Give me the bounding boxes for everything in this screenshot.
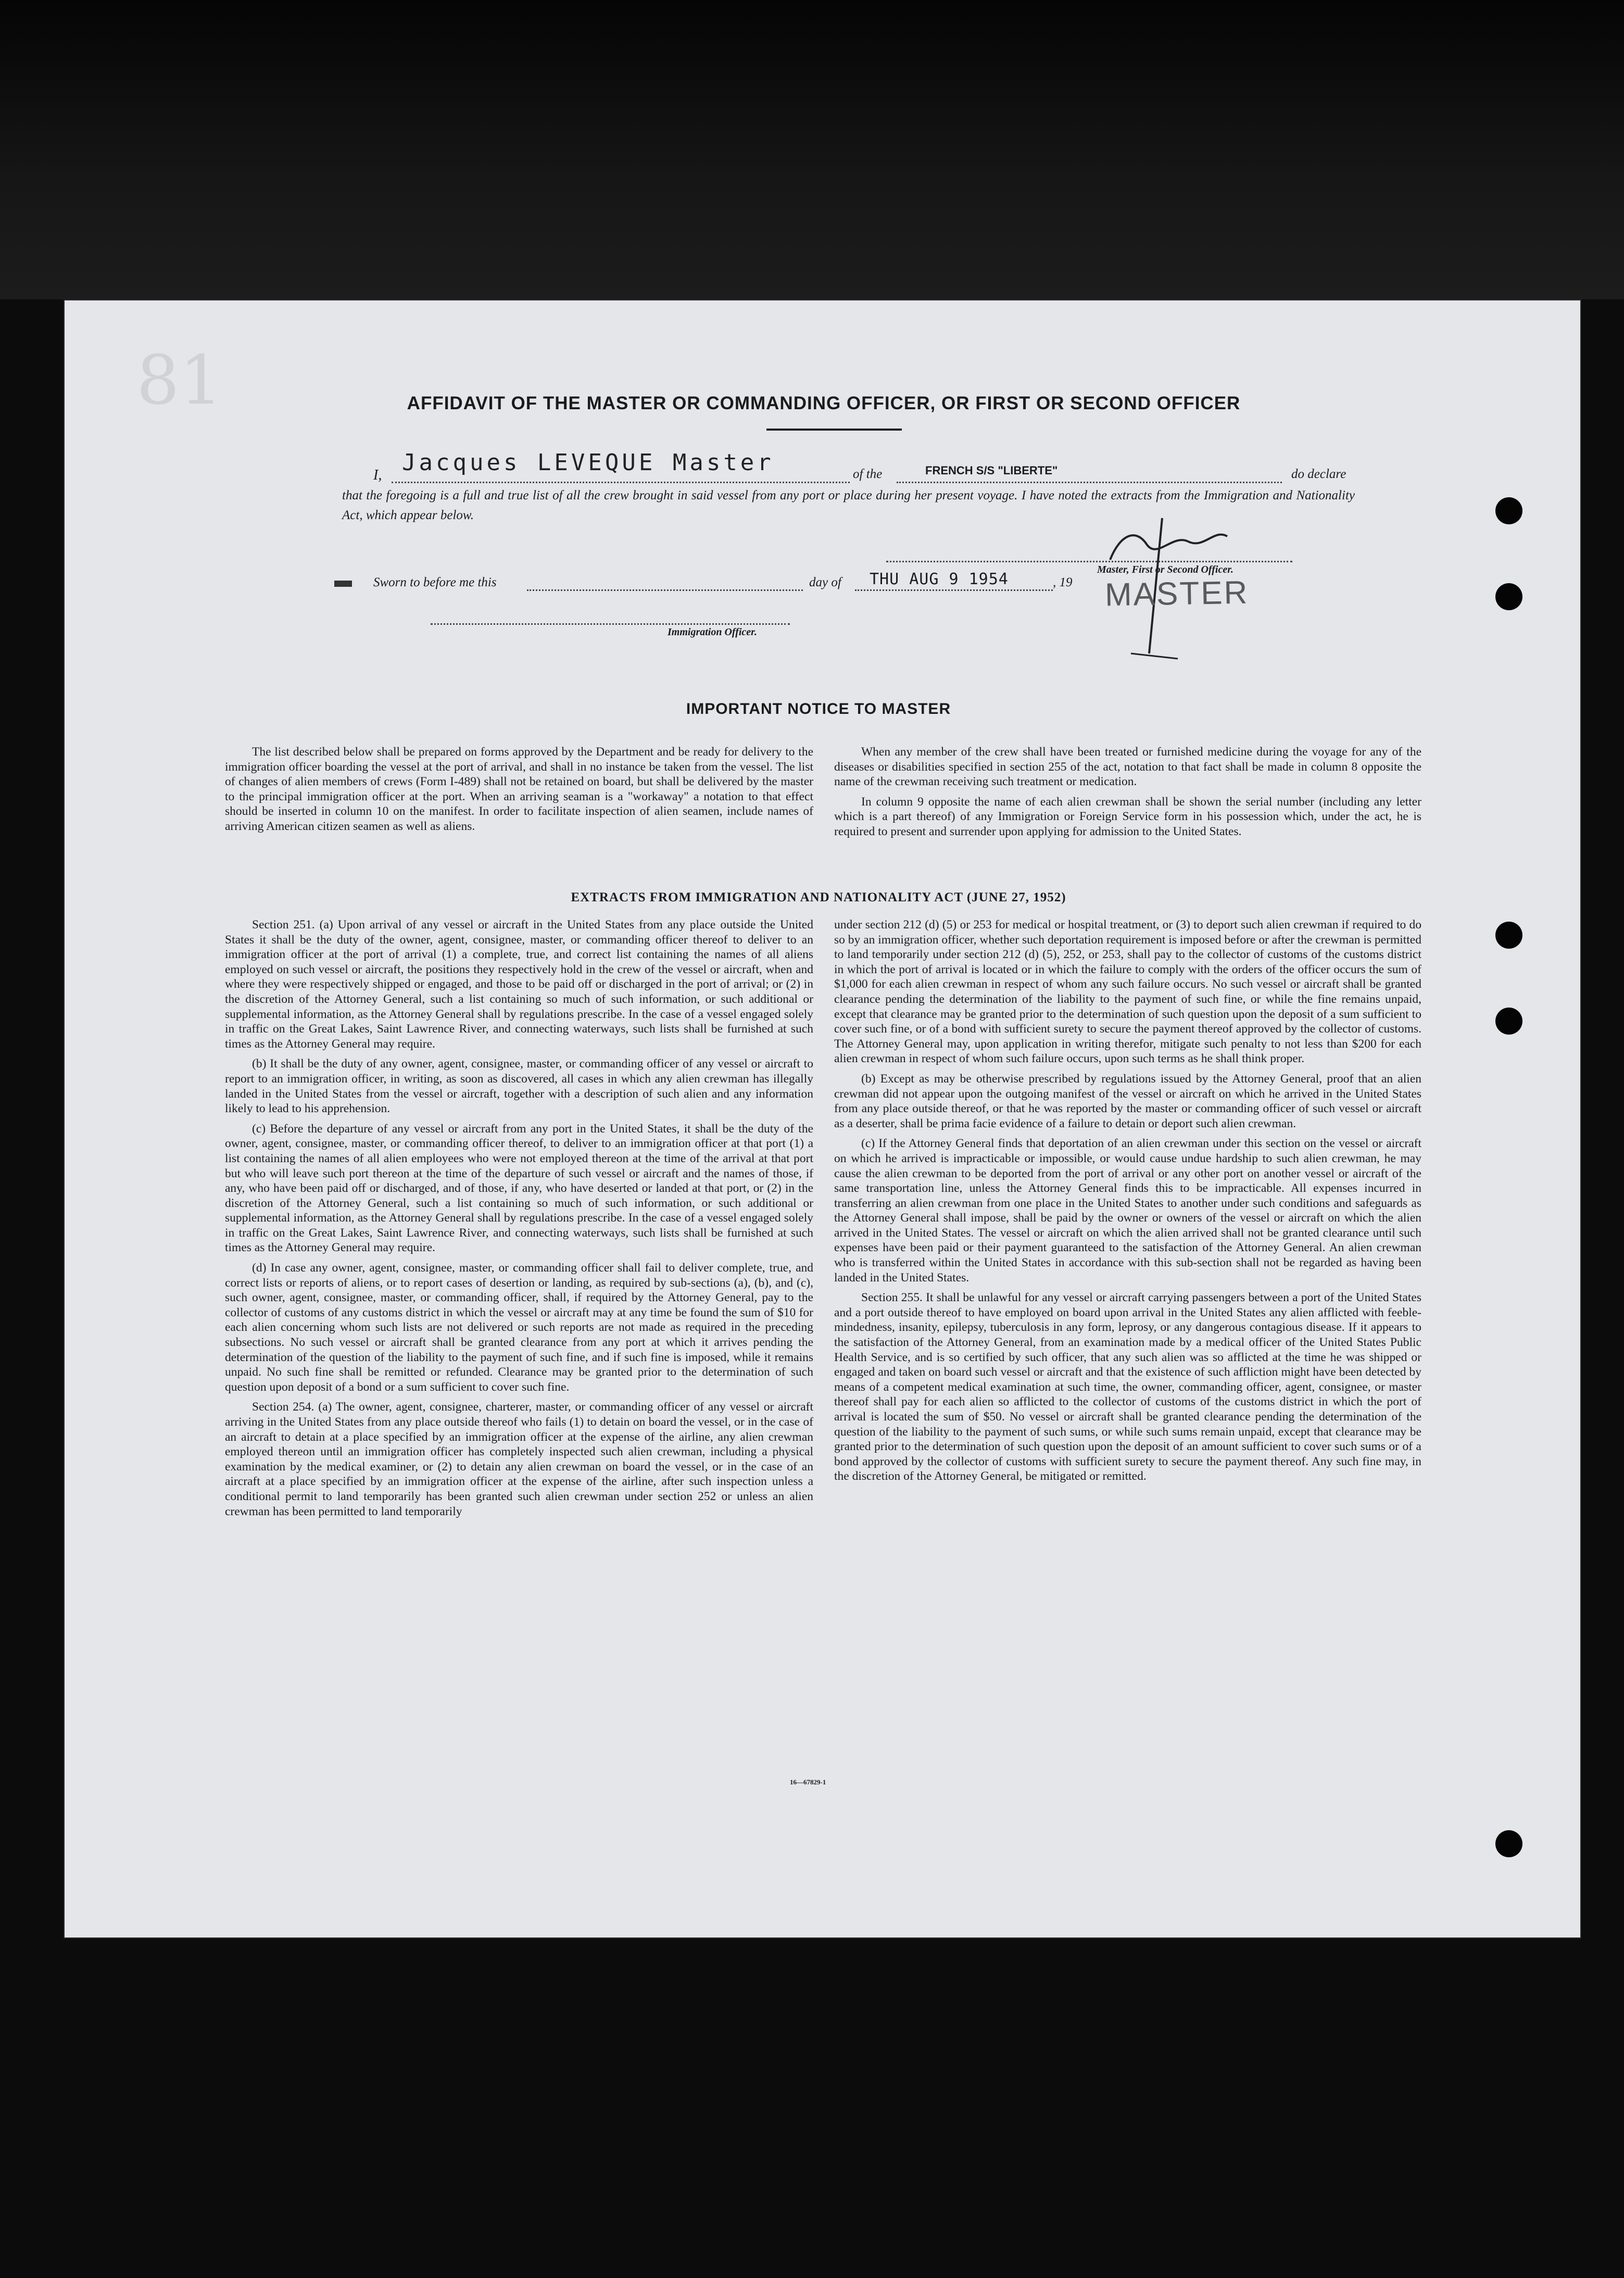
punch-hole (1495, 1830, 1522, 1857)
extract-paragraph: Section 255. It shall be unlawful for any vessel or aircraft carrying passengers between a port of the United States and a port outside thereof to have employed on board upon arrival in the United States any alien afflicted with feeble-mindedness, insanity, epilepsy, tuberculosis in any form, leprosy, or any dangerous contagious disease. If it appears to the satisfaction of the Attorney General, from an examination made by a medical officer of the United States Public Health Service, and is so certified by such officer, that any such alien was so afflicted at the time he was shipped or engaged and taken on board such vessel or aircraft and that the existence of such affliction might have been detected by means of a competent medical examination at such time, the owner, commanding officer, agent, consignee, or master thereof shall pay for each alien so afflicted to the collector of customs of the customs district in which the port of arrival is located the sum of $50. No vessel or aircraft shall be granted clearance pending the determination of the question of the liability to the payment of such sums, or while such sums remain unpaid, except that clearance may be granted prior to the determination of such question upon the deposit of an amount sufficient to cover such sums or of a bond approved by the collector of customs with sufficient surety to secure the payment thereof. Any such fine may, in the discretion of the Attorney General, be mitigated or remitted. (834, 1291, 1421, 1483)
extract-paragraph: Section 251. (a) Upon arrival of any vessel or aircraft in the United States from any place outside the United States it shall be the duty of the owner, agent, consignee, master, or commanding officer thereof to deliver to an immigration officer at the port of arrival (1) a complete, true, and correct list containing the names of all aliens employed on such vessel or aircraft, the positions they respectively hold in the crew of the vessel or aircraft, when and where they were respectively shipped or engaged, and those to be paid off or discharged in the port of arrival; or (2) in the discretion of the Attorney General, such a list containing so much of such information, or such additional or supplemental information, as the Attorney General shall by regulations prescribe. In the case of a vessel engaged solely in traffic on the Great Lakes, Saint Lawrence River, and connecting waterways, such lists shall be furnished at such times as the Attorney General may require. (225, 918, 813, 1051)
signer-caption: Master, First or Second Officer. (1097, 564, 1233, 575)
notice-paragraph: When any member of the crew shall have been treated or furnished medicine during the voyage for any of the diseases or disabilities specified in section 255 of the act, notation to that fact shall be made in column 8 opposite the name of the crewman receiving such treatment or medication. (834, 745, 1421, 789)
vessel-line (897, 481, 1282, 483)
master-stamp: MASTER (1104, 574, 1249, 613)
extract-paragraph: Section 254. (a) The owner, agent, consignee, charterer, master, or commanding officer of any vessel or aircraft arriving in the United States from any place outside thereof who fails (1) to detain on board the vessel, or in the case of an aircraft to detain at a place specified by an immigration officer at the expense of the airline, any alien crewman employed thereon until an immigration officer has completely inspected such alien crewman, including a physical examination by the medical examiner, or (2) to detain any alien crewman on board the vessel, or in the case of an aircraft at a place specified by an immigration officer at the expense of the airline, after such inspection unless a conditional permit to land temporarily has been granted such alien crewman under section 252 or unless an alien crewman has been permitted to land temporarily (225, 1400, 813, 1518)
extracts-left-column (225, 917, 813, 1524)
day-of-label: day of (809, 575, 841, 589)
of-the-label: of the (853, 467, 883, 481)
extract-paragraph: (c) If the Attorney General finds that deportation of an alien crewman under this section on the vessel or aircraft on which he arrived is impracticable or impossible, or would cause undue hardship to such alien crewman, he may cause the alien crewman to be deported from the port of arrival or any other port on another vessel or aircraft of the same transportation line, unless the Attorney General finds this to be impracticable. All expenses incurred in transferring an alien crewman from one place in the United States to another under such conditions and safeguards as the Attorney General shall impose, shall be paid by the owner or owners of the vessel or aircraft on which the alien arrived in the United States. The vessel or aircraft on which the alien arrived shall not be granted clearance until such expenses have been paid or their payment guaranteed to the satisfaction of the Attorney General. An alien crewman who is transferred within the United States in accordance with this sub-section shall not be regarded as having been landed in the United States. (834, 1137, 1421, 1285)
svg-text:81: 81 (136, 341, 223, 420)
notice-paragraph: The list described below shall be prepared on forms approved by the Department and be ready for delivery to the immigration officer boarding the vessel at the port of arrival, and shall in no instance be taken from the vessel. The list of changes of alien members of crews (Form I-489) shall not be retained on board, but shall be delivered by the master to the principal immigration officer at the port. When an arriving seaman is a "workaway" a notation to that effect should be inserted in column 10 on the manifest. In order to facilitate inspection of alien seamen, include names of arriving American citizen seamen as well as aliens. (225, 745, 813, 833)
master-name: Jacques LEVEQUE Master (402, 449, 774, 476)
vessel-name: FRENCH S/S "LIBERTE" (925, 464, 1058, 477)
form-number: 16—67829-1 (790, 1778, 826, 1786)
declaration-statement: that the foregoing is a full and true list of all the crew brought in said vessel from any port or place during her present voyage. I have noted the extracts from the Immigration and Nationality Act, which appear below. (342, 488, 1355, 522)
punch-hole (1495, 922, 1522, 949)
date-stamp: THU AUG 9 1954 (870, 570, 1009, 588)
notice-heading: IMPORTANT NOTICE TO MASTER (686, 700, 951, 718)
notice-paragraph: In column 9 opposite the name of each alien crewman shall be shown the serial number (including any letter which is a part thereof) of any Immigration or Foreign Service form in his possession which, under the act, he is required to present and surrender upon applying for admission to the United States. (834, 795, 1421, 838)
extract-paragraph: (d) In case any owner, agent, consignee, master, or commanding officer shall fail to deliver complete, true, and correct lists or reports of aliens, or to report cases of desertion or landing, as required by sub-sections (a), (b), and (c), such owner, agent, consignee, master, or commanding officer, shall, if required by the Attorney General, pay to the collector of customs of any customs district in which the vessel or aircraft may at any time be found the sum of $10 for each alien concerning whom such lists are not delivered or such reports are not made as required in the preceding subsections. No such vessel or aircraft shall be granted clearance from any port at which it arrives pending the determination of the question of the liability to the payment of such fine, and if such fine is imposed, while it remains unpaid. No such fine shall be remitted or refunded. Clearance may be granted prior to the determination of such question upon deposit of a bond or a sum sufficient to cover such fine. (225, 1261, 813, 1394)
do-declare-label: do declare (1291, 467, 1346, 481)
extract-paragraph: (b) Except as may be otherwise prescribed by regulations issued by the Attorney General, proof that an alien crewman did not appear upon the outgoing manifest of the vessel or aircraft on which he arrived in the United States from any place outside thereof, or that he was reported by the master or commanding officer of such vessel or aircraft as a deserter, shall be prima facie evidence of a failure to detain or deport such alien crewman. (834, 1072, 1421, 1130)
officer-caption: Immigration Officer. (668, 626, 757, 638)
affidavit-page (64, 299, 1581, 1939)
extracts-right-column (834, 917, 1421, 1489)
officer-signature-line (431, 622, 790, 625)
name-line (392, 481, 850, 483)
punch-hole (1495, 497, 1522, 524)
notice-right (834, 745, 1421, 845)
extract-paragraph: (b) It shall be the duty of any owner, agent, consignee, master, or commanding officer of any vessel or aircraft to report to an immigration officer, in writing, as soon as discovered, all cases in which any alien crewman has illegally landed in the United States from the vessel or aircraft, together with a description of such alien and any information likely to lead to his apprehension. (225, 1057, 813, 1116)
sworn-day-line (527, 588, 803, 591)
bullet-mark (334, 581, 352, 587)
declaration-prefix: I, (373, 467, 382, 483)
date-line (855, 588, 1053, 591)
extracts-heading: EXTRACTS FROM IMMIGRATION AND NATIONALITY ACT (JUNE 27, 1952) (571, 890, 1066, 904)
year-suffix: , 19 (1053, 575, 1073, 589)
title-underline (766, 429, 902, 431)
form-title: AFFIDAVIT OF THE MASTER OR COMMANDING OFFICER, OR FIRST OR SECOND OFFICER (407, 393, 1241, 413)
punch-hole (1495, 1008, 1522, 1035)
notice-left (225, 745, 813, 839)
sworn-label: Sworn to before me this (373, 575, 497, 589)
extract-paragraph: (c) Before the departure of any vessel or aircraft from any port in the United States, it shall be the duty of the owner, agent, consignee, master, or commanding officer thereof, to deliver to an immigration officer at that port (1) a list containing the names of all alien employees who were not employed thereon at the time of the arrival at that port but who will leave such port thereon at the time of the departure of such vessel or aircraft and the names of those, if any, who have been paid off or discharged, and of those, if any, who have deserted or landed at that port, or (2) in the discretion of the Attorney General, such a list containing so much of such information, or such additional or supplemental information, as the Attorney General shall by regulations prescribe. In the case of a vessel engaged solely in traffic on the Great Lakes, Saint Lawrence River, and connecting waterways, such lists shall be furnished at such times as the Attorney General may require. (225, 1122, 813, 1255)
sheet-number-ghost (136, 341, 223, 420)
scanner-background (0, 0, 1624, 299)
punch-hole (1495, 583, 1522, 610)
extract-paragraph: under section 212 (d) (5) or 253 for medical or hospital treatment, or (3) to deport such alien crewman if required to do so by an immigration officer, whether such deportation requirement is imposed before or after the crewman is permitted to land temporarily under section 212 (d) (5), 252, or 253, shall pay to the collector of customs of the customs district in which the port of arrival is located or in which the failure to comply with the orders of the officer occurs the sum of $1,000 for each alien crewman in respect of whom any such failure occurs. No such vessel or aircraft shall be granted clearance pending the determination of the liability to the payment of such fine, or while the fine remains unpaid, except that clearance may be granted prior to the determination of such question upon the deposit of a sum sufficient to cover such fine, or of a bond with sufficient surety to secure the payment thereof approved by the collector of customs. The Attorney General may, upon application in writing therefor, mitigate such penalty to not less than $200 for each alien crewman in respect of whom such failure occurs, upon such terms as he shall think proper. (834, 918, 1421, 1066)
